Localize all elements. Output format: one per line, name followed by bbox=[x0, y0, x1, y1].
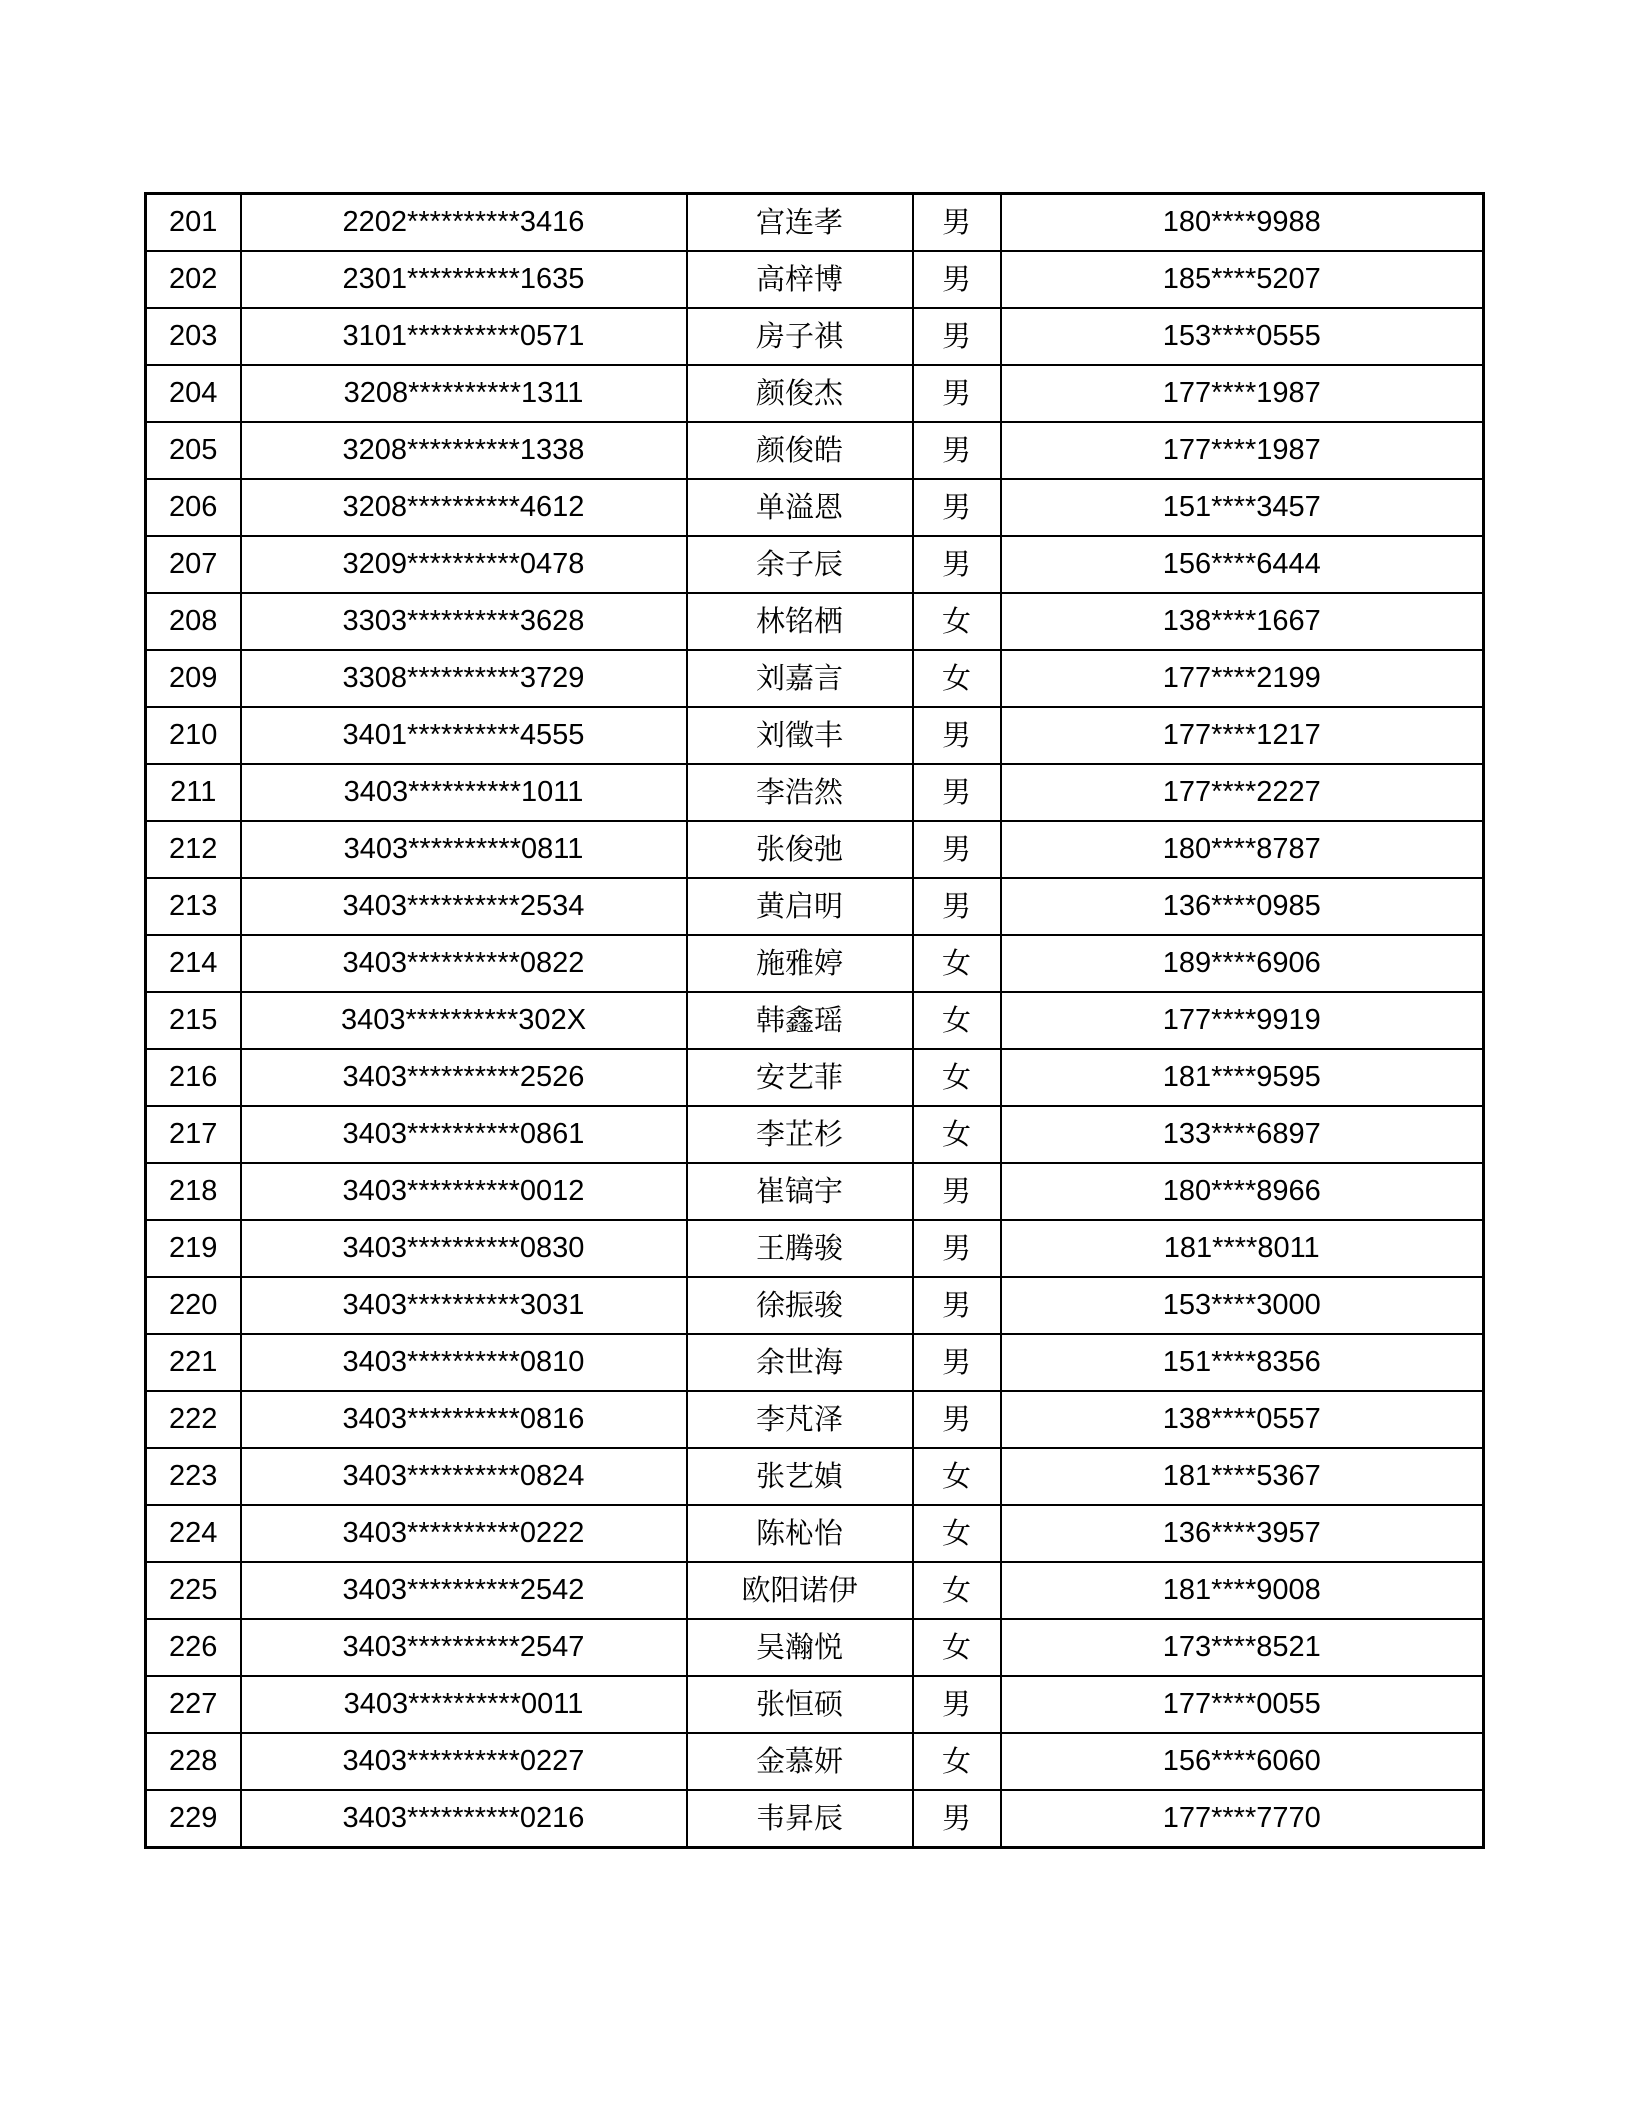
id-number: 3403**********0012 bbox=[241, 1163, 687, 1220]
table-row bbox=[146, 878, 1484, 935]
gender: 女 bbox=[913, 1106, 1001, 1163]
phone-number: 133****6897 bbox=[1001, 1106, 1484, 1163]
gender: 男 bbox=[913, 365, 1001, 422]
person-name: 张艺媜 bbox=[687, 1448, 913, 1505]
table-row bbox=[146, 1391, 1484, 1448]
table-row bbox=[146, 1106, 1484, 1163]
id-number: 3403**********3031 bbox=[241, 1277, 687, 1334]
table-row bbox=[146, 1790, 1484, 1848]
table-row bbox=[146, 992, 1484, 1049]
id-number: 3208**********1338 bbox=[241, 422, 687, 479]
phone-number: 151****3457 bbox=[1001, 479, 1484, 536]
person-name: 安艺菲 bbox=[687, 1049, 913, 1106]
gender: 男 bbox=[913, 1277, 1001, 1334]
person-name: 李芃泽 bbox=[687, 1391, 913, 1448]
phone-number: 177****2227 bbox=[1001, 764, 1484, 821]
phone-number: 177****1987 bbox=[1001, 365, 1484, 422]
row-number: 214 bbox=[146, 935, 241, 992]
person-name: 宫连孝 bbox=[687, 194, 913, 252]
row-number: 201 bbox=[146, 194, 241, 252]
row-number: 219 bbox=[146, 1220, 241, 1277]
person-name: 余世海 bbox=[687, 1334, 913, 1391]
gender: 女 bbox=[913, 1619, 1001, 1676]
gender: 男 bbox=[913, 1676, 1001, 1733]
row-number: 207 bbox=[146, 536, 241, 593]
phone-number: 177****1987 bbox=[1001, 422, 1484, 479]
person-name: 刘嘉言 bbox=[687, 650, 913, 707]
row-number: 226 bbox=[146, 1619, 241, 1676]
person-name: 陈杺怡 bbox=[687, 1505, 913, 1562]
row-number: 205 bbox=[146, 422, 241, 479]
gender: 女 bbox=[913, 1562, 1001, 1619]
id-number: 3403**********0861 bbox=[241, 1106, 687, 1163]
phone-number: 177****0055 bbox=[1001, 1676, 1484, 1733]
row-number: 229 bbox=[146, 1790, 241, 1848]
row-number: 221 bbox=[146, 1334, 241, 1391]
table-row bbox=[146, 764, 1484, 821]
person-name: 李浩然 bbox=[687, 764, 913, 821]
phone-number: 136****3957 bbox=[1001, 1505, 1484, 1562]
phone-number: 181****5367 bbox=[1001, 1448, 1484, 1505]
id-number: 3403**********0822 bbox=[241, 935, 687, 992]
gender: 男 bbox=[913, 707, 1001, 764]
gender: 男 bbox=[913, 479, 1001, 536]
phone-number: 180****8966 bbox=[1001, 1163, 1484, 1220]
gender: 男 bbox=[913, 251, 1001, 308]
phone-number: 173****8521 bbox=[1001, 1619, 1484, 1676]
phone-number: 156****6060 bbox=[1001, 1733, 1484, 1790]
table-row bbox=[146, 194, 1484, 252]
row-number: 206 bbox=[146, 479, 241, 536]
gender: 女 bbox=[913, 593, 1001, 650]
table-row bbox=[146, 536, 1484, 593]
row-number: 211 bbox=[146, 764, 241, 821]
phone-number: 181****9008 bbox=[1001, 1562, 1484, 1619]
phone-number: 136****0985 bbox=[1001, 878, 1484, 935]
person-name: 高梓博 bbox=[687, 251, 913, 308]
table-row bbox=[146, 1505, 1484, 1562]
gender: 男 bbox=[913, 1790, 1001, 1848]
person-name: 崔镐宇 bbox=[687, 1163, 913, 1220]
row-number: 213 bbox=[146, 878, 241, 935]
row-number: 216 bbox=[146, 1049, 241, 1106]
row-number: 215 bbox=[146, 992, 241, 1049]
table-row bbox=[146, 1619, 1484, 1676]
table-row bbox=[146, 821, 1484, 878]
phone-number: 177****7770 bbox=[1001, 1790, 1484, 1848]
id-number: 3403**********2547 bbox=[241, 1619, 687, 1676]
row-number: 217 bbox=[146, 1106, 241, 1163]
id-number: 3209**********0478 bbox=[241, 536, 687, 593]
phone-number: 180****9988 bbox=[1001, 194, 1484, 252]
table-row bbox=[146, 707, 1484, 764]
person-name: 黄启明 bbox=[687, 878, 913, 935]
phone-number: 185****5207 bbox=[1001, 251, 1484, 308]
id-number: 2202**********3416 bbox=[241, 194, 687, 252]
row-number: 225 bbox=[146, 1562, 241, 1619]
table-row bbox=[146, 251, 1484, 308]
id-number: 3403**********0011 bbox=[241, 1676, 687, 1733]
phone-number: 156****6444 bbox=[1001, 536, 1484, 593]
id-number: 3403**********0824 bbox=[241, 1448, 687, 1505]
gender: 男 bbox=[913, 1163, 1001, 1220]
gender: 男 bbox=[913, 878, 1001, 935]
table-row bbox=[146, 308, 1484, 365]
person-name: 李芷杉 bbox=[687, 1106, 913, 1163]
person-name: 林铭栖 bbox=[687, 593, 913, 650]
table-row bbox=[146, 1448, 1484, 1505]
row-number: 223 bbox=[146, 1448, 241, 1505]
table-row bbox=[146, 1277, 1484, 1334]
row-number: 222 bbox=[146, 1391, 241, 1448]
row-number: 204 bbox=[146, 365, 241, 422]
gender: 女 bbox=[913, 1049, 1001, 1106]
table-row bbox=[146, 1733, 1484, 1790]
table-row bbox=[146, 593, 1484, 650]
gender: 男 bbox=[913, 821, 1001, 878]
phone-number: 153****3000 bbox=[1001, 1277, 1484, 1334]
id-number: 3403**********0216 bbox=[241, 1790, 687, 1848]
table-row bbox=[146, 935, 1484, 992]
phone-number: 177****1217 bbox=[1001, 707, 1484, 764]
row-number: 228 bbox=[146, 1733, 241, 1790]
phone-number: 151****8356 bbox=[1001, 1334, 1484, 1391]
id-number: 3208**********4612 bbox=[241, 479, 687, 536]
id-number: 3308**********3729 bbox=[241, 650, 687, 707]
phone-number: 177****2199 bbox=[1001, 650, 1484, 707]
table-row bbox=[146, 650, 1484, 707]
phone-number: 181****9595 bbox=[1001, 1049, 1484, 1106]
person-name: 徐振骏 bbox=[687, 1277, 913, 1334]
gender: 男 bbox=[913, 1391, 1001, 1448]
table-row bbox=[146, 422, 1484, 479]
table-row bbox=[146, 479, 1484, 536]
id-number: 3403**********2534 bbox=[241, 878, 687, 935]
person-name: 欧阳诺伊 bbox=[687, 1562, 913, 1619]
id-number: 3208**********1311 bbox=[241, 365, 687, 422]
person-name: 房子祺 bbox=[687, 308, 913, 365]
gender: 女 bbox=[913, 935, 1001, 992]
person-name: 金慕妍 bbox=[687, 1733, 913, 1790]
id-number: 3403**********1011 bbox=[241, 764, 687, 821]
person-name: 王腾骏 bbox=[687, 1220, 913, 1277]
id-number: 3403**********0811 bbox=[241, 821, 687, 878]
roster-body bbox=[146, 194, 1484, 1848]
gender: 男 bbox=[913, 1334, 1001, 1391]
id-number: 2301**********1635 bbox=[241, 251, 687, 308]
gender: 男 bbox=[913, 536, 1001, 593]
row-number: 208 bbox=[146, 593, 241, 650]
person-name: 韦昇辰 bbox=[687, 1790, 913, 1848]
id-number: 3403**********0227 bbox=[241, 1733, 687, 1790]
phone-number: 138****1667 bbox=[1001, 593, 1484, 650]
id-number: 3403**********0810 bbox=[241, 1334, 687, 1391]
phone-number: 181****8011 bbox=[1001, 1220, 1484, 1277]
gender: 男 bbox=[913, 1220, 1001, 1277]
table-row bbox=[146, 1676, 1484, 1733]
id-number: 3403**********0816 bbox=[241, 1391, 687, 1448]
row-number: 212 bbox=[146, 821, 241, 878]
gender: 女 bbox=[913, 650, 1001, 707]
gender: 女 bbox=[913, 1448, 1001, 1505]
phone-number: 177****9919 bbox=[1001, 992, 1484, 1049]
person-name: 吴瀚悦 bbox=[687, 1619, 913, 1676]
table-row bbox=[146, 1562, 1484, 1619]
gender: 男 bbox=[913, 422, 1001, 479]
roster-table bbox=[144, 192, 1485, 1849]
person-name: 余子辰 bbox=[687, 536, 913, 593]
table-row bbox=[146, 1163, 1484, 1220]
row-number: 218 bbox=[146, 1163, 241, 1220]
id-number: 3403**********0830 bbox=[241, 1220, 687, 1277]
gender: 女 bbox=[913, 1733, 1001, 1790]
row-number: 220 bbox=[146, 1277, 241, 1334]
person-name: 颜俊皓 bbox=[687, 422, 913, 479]
person-name: 刘徵丰 bbox=[687, 707, 913, 764]
person-name: 施雅婷 bbox=[687, 935, 913, 992]
gender: 男 bbox=[913, 194, 1001, 252]
row-number: 224 bbox=[146, 1505, 241, 1562]
phone-number: 189****6906 bbox=[1001, 935, 1484, 992]
row-number: 210 bbox=[146, 707, 241, 764]
table-row bbox=[146, 1334, 1484, 1391]
id-number: 3403**********0222 bbox=[241, 1505, 687, 1562]
person-name: 张恒硕 bbox=[687, 1676, 913, 1733]
table-row bbox=[146, 365, 1484, 422]
gender: 男 bbox=[913, 764, 1001, 821]
phone-number: 138****0557 bbox=[1001, 1391, 1484, 1448]
row-number: 209 bbox=[146, 650, 241, 707]
person-name: 张俊弛 bbox=[687, 821, 913, 878]
table-row bbox=[146, 1049, 1484, 1106]
row-number: 203 bbox=[146, 308, 241, 365]
table-row bbox=[146, 1220, 1484, 1277]
phone-number: 180****8787 bbox=[1001, 821, 1484, 878]
person-name: 单溢恩 bbox=[687, 479, 913, 536]
id-number: 3401**********4555 bbox=[241, 707, 687, 764]
id-number: 3403**********2542 bbox=[241, 1562, 687, 1619]
id-number: 3403**********302X bbox=[241, 992, 687, 1049]
row-number: 227 bbox=[146, 1676, 241, 1733]
phone-number: 153****0555 bbox=[1001, 308, 1484, 365]
gender: 男 bbox=[913, 308, 1001, 365]
person-name: 韩鑫瑶 bbox=[687, 992, 913, 1049]
gender: 女 bbox=[913, 1505, 1001, 1562]
id-number: 3101**********0571 bbox=[241, 308, 687, 365]
id-number: 3403**********2526 bbox=[241, 1049, 687, 1106]
id-number: 3303**********3628 bbox=[241, 593, 687, 650]
row-number: 202 bbox=[146, 251, 241, 308]
person-name: 颜俊杰 bbox=[687, 365, 913, 422]
gender: 女 bbox=[913, 992, 1001, 1049]
